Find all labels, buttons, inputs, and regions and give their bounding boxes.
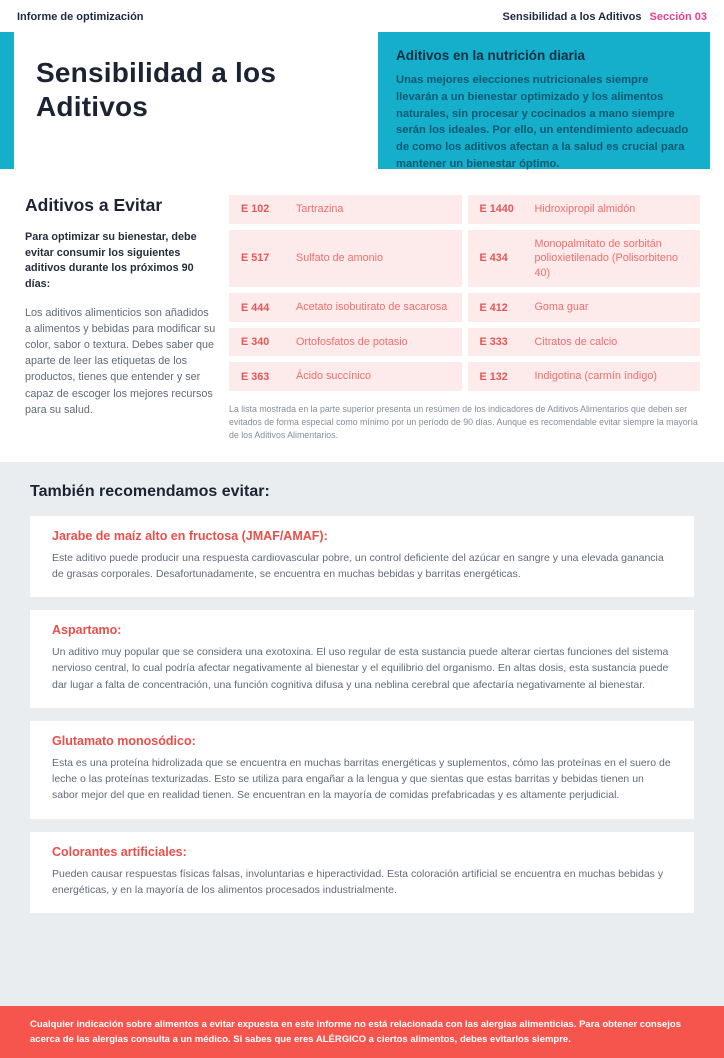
additive-code: E 333 xyxy=(479,336,508,349)
recommendation-card-title: Aspartamo: xyxy=(52,623,122,638)
recommendation-card-body: Esta es una proteína hidrolizada que se encuentra en muchas barritas energéticas y suplementos, cómo las proteínas en el suero de leche o las proteínas texturizadas. Esto se utiliza para engañar a la lengua y que sientas que estas barritas y bebidas tienen un sabor mejor del que en realidad tienen. Se encuentran en la mayoría de comidas prefabricadas y es altamente perjudicial. xyxy=(52,756,671,802)
additive-code: E 102 xyxy=(241,203,270,216)
info-box-title: Aditivos en la nutrición diaria xyxy=(396,48,586,63)
table-row xyxy=(229,362,462,391)
header-right xyxy=(503,11,707,23)
disclaimer-banner xyxy=(0,1006,724,1058)
additive-name: Tartrazina xyxy=(296,203,344,215)
additive-name: Sulfato de amonio xyxy=(296,252,384,265)
recommendation-card-body: Este aditivo puede producir una respuesta cardiovascular pobre, un control deficiente del azúcar en sangre y una elevada ganancia de grasas corporales. Desafortunadamente, se encuentra en muchas bebidas y barritas energéticas. xyxy=(52,551,664,580)
additive-code: E 340 xyxy=(241,336,270,349)
table-row xyxy=(468,195,701,224)
report-name: Informe de optimización xyxy=(17,11,144,23)
table-row xyxy=(468,230,701,288)
recommendation-card xyxy=(30,610,694,708)
section-number: Sección 03 xyxy=(649,11,707,23)
additive-code: E 412 xyxy=(479,301,508,314)
table-footnote: La lista mostrada en la parte superior presenta un resúmen de los indicadores de Aditivos Alimentarios que deben ser evitados de forma especial como mínimo por un período de 90 días. Aunque es recomendable evitar siempre la mayoría de los Aditivos Alimentarios. xyxy=(229,403,698,441)
recommendation-card-body: Pueden causar respuestas físicas falsas, involuntarias e hiperactividad. Esta coloración artificial se encuentra en muchas bebidas y energéticas, y en la mayoría de los alimentos procesados industrialmente. xyxy=(52,867,664,896)
additives-to-avoid-section xyxy=(0,195,724,443)
recommendations-section xyxy=(0,462,724,1006)
additive-name: Monopalmitato de sorbitán polioxietilenado (Polisorbiteno 40) xyxy=(534,237,678,279)
additive-code: E 1440 xyxy=(479,203,514,216)
recommendation-card-body: Un aditivo muy popular que se considera una exotoxina. El uso regular de esta sustancia puede alterar ciertas funciones del sistema nervioso central, lo cual podría afectar negativamente al bienestar y el equilibrio del organismo. En altas dosis, esta sustancia puede dar lugar a falta de concentración, una función cognitiva difusa y una neblina cerebral que afectaría negativamente al bienestar. xyxy=(52,646,669,691)
table-row xyxy=(229,195,462,224)
additive-name: Acetato isobutirato de sacarosa xyxy=(296,301,448,314)
recommendation-card xyxy=(30,832,694,914)
table-row xyxy=(229,293,462,322)
additive-code: E 517 xyxy=(241,252,270,265)
table-row xyxy=(229,328,462,357)
additives-table xyxy=(229,195,700,391)
page-header xyxy=(0,0,724,23)
additive-name: Ortofosfatos de potasio xyxy=(296,335,408,348)
additive-code: E 132 xyxy=(479,370,508,383)
accent-bar xyxy=(0,32,14,169)
avoid-description: Los aditivos alimenticios son añadidos a alimentos y bebidas para modificar su color, sabor o textura. Debes saber que aparte de leer las etiquetas de los productos, tienes que entender y ser capaz de escoger los mejores recursos para su salud. xyxy=(25,306,216,416)
avoid-lead: Para optimizar su bienestar, debe evitar consumir los siguientes aditivos durante los próximos 90 días: xyxy=(25,231,197,290)
info-box-body: Unas mejores elecciones nutricionales siempre llevarán a un bienestar optimizado y los alimentos naturales, sin procesar y cocinados a mano siempre serán los ideales. Por ello, un entendimiento adecuado de como los aditivos afectan a la salud es crucial para mantener un bienestar óptimo. xyxy=(396,74,689,170)
recommendations-title: También recomendamos evitar: xyxy=(30,482,270,500)
hero-title-wrap xyxy=(14,32,378,169)
table-row xyxy=(468,293,701,322)
table-row xyxy=(229,230,462,288)
page-title: Sensibilidad a los Aditivos xyxy=(36,57,277,123)
recommendation-card-title: Jarabe de maíz alto en fructosa (JMAF/AMAF): xyxy=(52,528,328,543)
additive-code: E 434 xyxy=(479,252,508,265)
additive-name: Ácido succínico xyxy=(296,370,372,383)
hero-section xyxy=(0,32,724,169)
disclaimer-text: Cualquier indicación sobre alimentos a evitar expuesta en este informe no está relacionada con las alergias alimenticias. Para obtener consejos acerca de las alergias consulta a un médico. Si sabes que eres ALÉRGICO a ciertos alimentos, debes evitarlos siempre. xyxy=(30,1018,681,1046)
info-box xyxy=(378,32,710,169)
avoid-section-title: Aditivos a Evitar xyxy=(25,195,163,215)
header-page-title: Sensibilidad a los Aditivos xyxy=(502,11,642,23)
additive-code: E 363 xyxy=(241,370,270,383)
recommendation-card-title: Glutamato monosódico: xyxy=(52,733,196,748)
additive-name: Citratos de calcio xyxy=(534,335,618,348)
recommendation-card xyxy=(30,721,694,819)
additive-code: E 444 xyxy=(241,301,270,314)
additive-name: Indigotina (carmín índigo) xyxy=(534,370,657,383)
additive-name: Hidroxipropil almidón xyxy=(534,203,636,215)
avoid-intro-column xyxy=(25,195,217,443)
additive-name: Goma guar xyxy=(534,301,589,314)
avoid-table-column xyxy=(229,195,700,443)
table-row xyxy=(468,362,701,391)
recommendation-card-title: Colorantes artificiales: xyxy=(52,844,187,859)
table-row xyxy=(468,328,701,357)
recommendation-card xyxy=(30,516,694,598)
